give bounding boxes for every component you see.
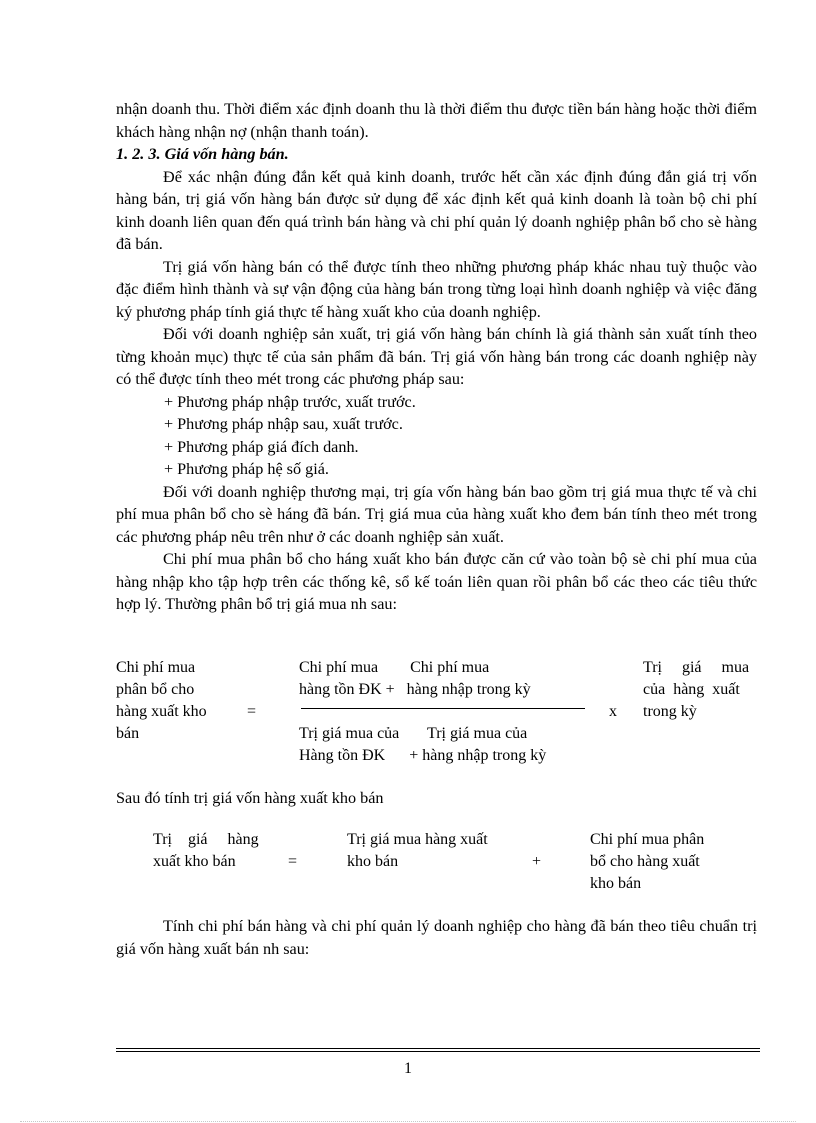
formula2-middle-term: Trị giá mua hàng xuất kho bán [347,831,488,870]
paragraph-manufacturing: Đối với doanh nghiệp sản xuất, trị giá vốn hàng bán chính là giá thành sản xuất tính theo từng khoản mục) thực tế của sản phẩm đã bán. Trị giá vốn hàng bán trong các doanh nghiệp này có thể được tính theo mét trong các phương pháp sau: [116,325,757,388]
page-edge-divider [20,1121,796,1122]
paragraph-calculation-methods: Trị giá vốn hàng bán có thể được tính theo những phương pháp khác nhau tuỳ thuộc vào đặc điểm hình thành và sự vận động của hàng bán trong từng loại hình doanh nghiệp và việc đăng ký phương pháp tính giá thực tế hàng xuất kho của doanh nghiệp. [116,257,757,321]
formula1-fraction-bar [301,708,585,709]
formula1-right-term: Trị giá mua của hàng xuất trong kỳ [643,659,750,720]
section-heading: 1. 2. 3. Giá vốn hàng bán. [116,145,289,163]
paragraph-revenue-timing: nhận doanh thu. Thời điểm xác định doanh thu là thời điểm thu được tiền bán hàng hoặc thời điểm khách hàng nhận nợ (nhận thanh toán). [116,100,757,141]
paragraph-cost-definition: Để xác nhận đúng đắn kết quả kinh doanh, trước hết cần xác định đúng đắn giá trị vốn hàng bán, trị giá vốn hàng bán được sử dụng để xác định kết quả kinh doanh là toàn bộ chi phí kinh doanh liên quan đến quá trình bán hàng và chi phí quản lý doanh nghiệp phân bổ cho sè hàng đã bán. [116,167,757,253]
text-block-bottom [116,915,757,960]
formula2-plus-sign: + [532,853,542,870]
list-item-method-4: + Phương pháp hệ số giá. [164,460,329,478]
list-item-method-1: + Phương pháp nhập trước, xuất trước. [164,392,416,411]
paragraph-expenses: Tính chi phí bán hàng và chi phí quản lý doanh nghiệp cho hàng đã bán theo tiêu chuẩn trị giá vốn hàng xuất bán nh sau: [116,917,757,958]
formula1-times-sign: x [609,703,617,720]
formula1-denominator: Trị giá mua của Trị giá mua của Hàng tồn ĐK + hàng nhập trong kỳ [299,725,547,764]
list-item-method-2: + Phương pháp nhập sau, xuất trước. [164,415,403,433]
footer-rule-top [116,1048,760,1049]
paragraph-then-compute: Sau đó tính trị giá vốn hàng xuất kho bán [116,789,384,807]
formula2-equals-sign: = [288,853,298,870]
footer-rule-bottom [116,1051,760,1052]
paragraph-commercial: Đối với doanh nghiệp thương mại, trị gía vốn hàng bán bao gồm trị giá mua thực tế và chi phí mua phân bổ cho sè háng đã bán. Trị giá mua của hàng xuất kho đem bán tính theo mét trong các phương pháp nêu trên như ở các doanh nghiệp sản xuất. [116,482,757,546]
list-item-method-3: + Phương pháp giá đích danh. [164,437,359,456]
formula1-left-term: Chi phí mua phân bổ cho hàng xuất kho bán [116,659,207,742]
text-then-compute [116,787,757,810]
formula2-left-term: Trị giá hàng xuất kho bán [153,831,259,870]
page-number: 1 [404,1060,412,1077]
text-block-top [116,98,757,616]
paragraph-allocation: Chi phí mua phân bổ cho háng xuất kho bán được căn cứ vào toàn bộ sè chi phí mua của hàng nhập kho tập hợp trên các thống kê, sổ kế toán liên quan rồi phân bổ các theo các tiêu thức hợp lý. Thường phân bổ trị giá mua nh sau: [116,550,757,613]
formula1-equals-sign: = [247,703,257,720]
formula2-right-term: Chi phí mua phân bổ cho hàng xuất kho bán [590,831,705,892]
formula1-numerator: Chi phí mua Chi phí mua hàng tồn ĐK + hàng nhập trong kỳ [299,659,531,698]
